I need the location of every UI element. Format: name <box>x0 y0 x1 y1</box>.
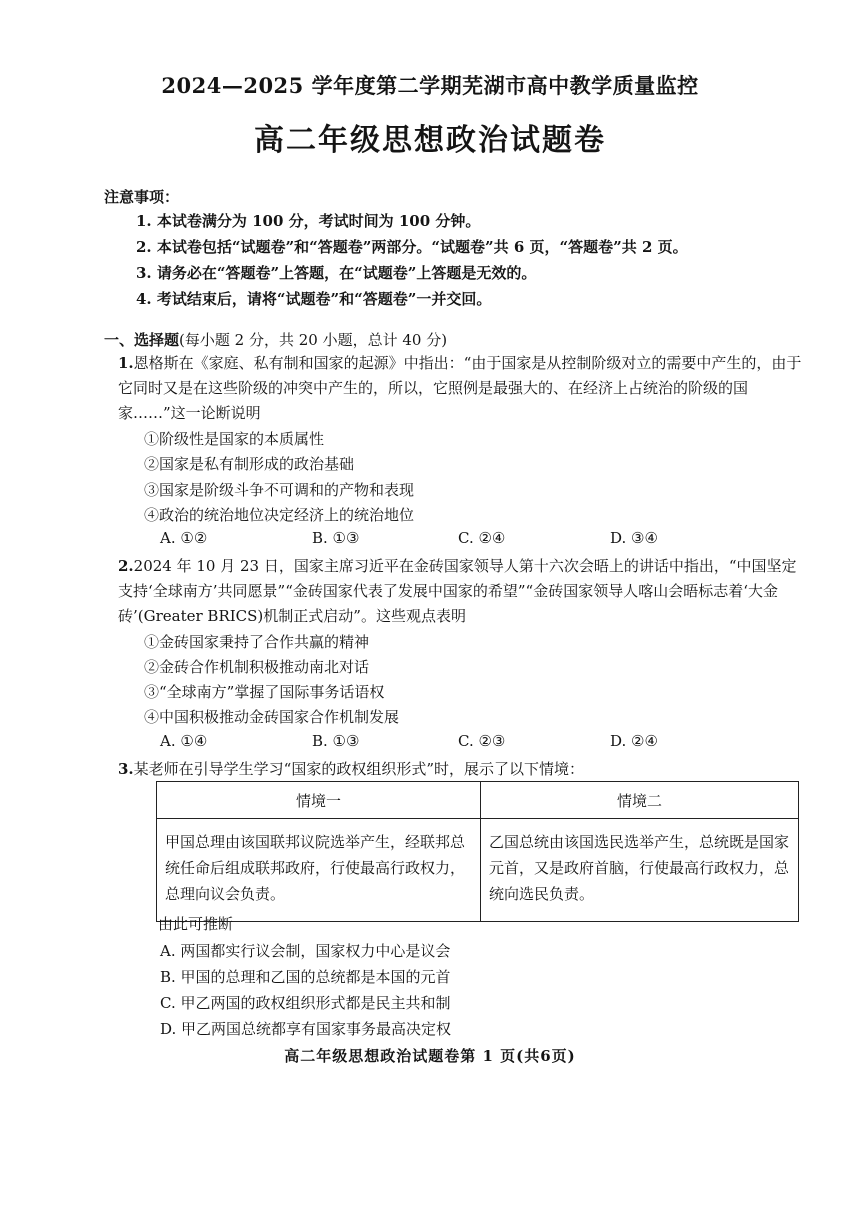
section-title: 一、选择题 <box>104 331 180 349</box>
q1-choice-b: B. ①③ <box>312 529 360 547</box>
q1-choice-a: A. ①② <box>160 529 208 547</box>
q1-statement-3: ③国家是阶级斗争不可调和的产物和表现 <box>144 481 415 499</box>
section-heading <box>104 329 447 350</box>
q1-statement-4: ④政治的统治地位决定经济上的统治地位 <box>144 506 415 524</box>
q2-statement-4: ④中国积极推动金砖国家合作机制发展 <box>144 708 400 726</box>
notice-item-1: 1. 本试卷满分为 100 分，考试时间为 100 分钟。 <box>136 212 481 230</box>
page-footer: 高二年级思想政治试题卷第 1 页(共6页) <box>284 1047 576 1065</box>
q2-choice-d: D. ②④ <box>610 732 658 750</box>
q2-choice-c: C. ②③ <box>458 732 506 750</box>
q1-choice-d: D. ③④ <box>610 529 658 547</box>
q2-statement-2: ②金砖合作机制积极推动南北对话 <box>144 658 370 676</box>
q3-option-c: C. 甲乙两国的政权组织形式都是民主共和制 <box>160 994 451 1012</box>
q2-statement-3: ③“全球南方”掌握了国际事务话语权 <box>144 683 385 701</box>
question-text: 某老师在引导学生学习“国家的政权组织形式”时，展示了以下情境： <box>133 760 585 778</box>
q3-option-d: D. 甲乙两国总统都享有国家事务最高决定权 <box>160 1020 452 1038</box>
question-number: 2. <box>118 557 134 575</box>
section-note: (每小题 2 分，共 20 小题，总计 40 分) <box>179 331 448 349</box>
q2-statement-1: ①金砖国家秉持了合作共赢的精神 <box>144 633 370 651</box>
question-2-stem <box>118 554 808 629</box>
scenario-header-2: 情境二 <box>481 782 799 819</box>
q3-lead: 由此可推断 <box>158 915 234 933</box>
scenario-cell-2: 乙国总统由该国选民选举产生，总统既是国家元首，又是政府首脑，行使最高行政权力，总统向选民负责。 <box>481 819 799 922</box>
q2-choice-b: B. ①③ <box>312 732 360 750</box>
q1-choice-c: C. ②④ <box>458 529 506 547</box>
question-text: 恩格斯在《家庭、私有制和国家的起源》中指出：“由于国家是从控制阶级对立的需要中产生的，由于它同时又是在这些阶级的冲突中产生的，所以，它照例是最强大的、在经济上占统治的阶级的国家……”这一论断说明 <box>118 354 802 422</box>
q3-option-a: A. 两国都实行议会制，国家权力中心是议会 <box>160 942 451 960</box>
scenario-cell-1: 甲国总理由该国联邦议院选举产生，经联邦总统任命后组成联邦政府，行使最高行政权力，总理向议会负责。 <box>157 819 481 922</box>
exam-title-line1: 2024—2025 学年度第二学期芜湖市高中教学质量监控 <box>161 73 699 98</box>
scenario-header-1: 情境一 <box>157 782 481 819</box>
question-3-stem <box>118 757 808 782</box>
question-number: 1. <box>118 354 134 372</box>
exam-title-line2: 高二年级思想政治试题卷 <box>254 123 606 158</box>
notice-heading: 注意事项： <box>104 188 180 206</box>
question-text: 2024 年 10 月 23 日，国家主席习近平在金砖国家领导人第十六次会晤上的讲话中指出，“中国坚定支持‘全球南方’共同愿景”“金砖国家代表了发展中国家的希望”“金砖国家领导人喀山会晤标志着‘大金砖’(Greater BRICS)机制正式启动”。这些观点表明 <box>118 557 797 625</box>
notice-item-2: 2. 本试卷包括“试题卷”和“答题卷”两部分。“试题卷”共 6 页，“答题卷”共 2 页。 <box>136 238 688 256</box>
q3-option-b: B. 甲国的总理和乙国的总统都是本国的元首 <box>160 968 451 986</box>
q1-statement-1: ①阶级性是国家的本质属性 <box>144 430 325 448</box>
question-1-stem <box>118 351 808 426</box>
q1-statement-2: ②国家是私有制形成的政治基础 <box>144 455 355 473</box>
notice-item-3: 3. 请务必在“答题卷”上答题，在“试题卷”上答题是无效的。 <box>136 264 537 282</box>
scenario-table <box>156 781 799 922</box>
notice-item-4: 4. 考试结束后，请将“试题卷”和“答题卷”一并交回。 <box>136 290 492 308</box>
question-number: 3. <box>118 760 134 778</box>
q2-choice-a: A. ①④ <box>160 732 208 750</box>
